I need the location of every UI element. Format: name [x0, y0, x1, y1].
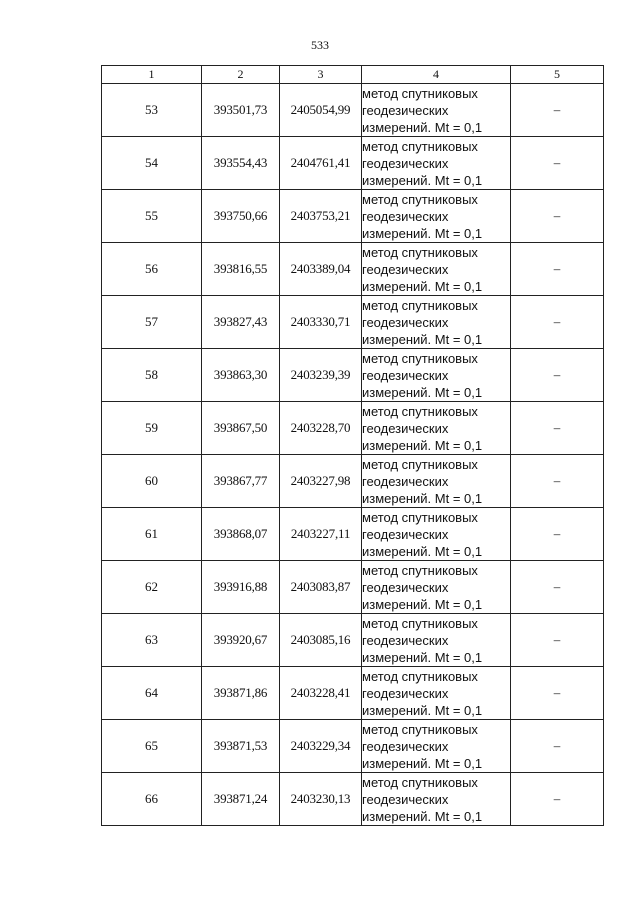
point-number-cell: 63	[102, 614, 202, 667]
table-row	[102, 720, 604, 773]
table-header	[102, 66, 604, 84]
y-coordinate-cell: 2403228,70	[280, 402, 362, 455]
point-number-cell: 56	[102, 243, 202, 296]
table-body	[102, 84, 604, 826]
method-line: геодезических	[362, 791, 449, 807]
y-coordinate-cell: 2403083,87	[280, 561, 362, 614]
y-coordinate-cell: 2403229,34	[280, 720, 362, 773]
note-cell: –	[511, 84, 604, 137]
x-coordinate-cell: 393867,50	[202, 402, 280, 455]
method-cell	[362, 508, 511, 561]
method-line: измерений. Mt = 0,1	[362, 278, 483, 294]
method-line: метод спутниковых	[362, 350, 478, 366]
header-row	[102, 66, 604, 84]
note-cell: –	[511, 402, 604, 455]
note-cell: –	[511, 720, 604, 773]
x-coordinate-cell: 393827,43	[202, 296, 280, 349]
method-line: измерений. Mt = 0,1	[362, 384, 483, 400]
method-line: измерений. Mt = 0,1	[362, 649, 483, 665]
y-coordinate-cell: 2403330,71	[280, 296, 362, 349]
method-line: геодезических	[362, 579, 449, 595]
y-coordinate-cell: 2404761,41	[280, 137, 362, 190]
method-line: метод спутниковых	[362, 721, 478, 737]
method-line: измерений. Mt = 0,1	[362, 755, 483, 771]
method-line: геодезических	[362, 102, 449, 118]
table-row	[102, 402, 604, 455]
table-row	[102, 455, 604, 508]
x-coordinate-cell: 393868,07	[202, 508, 280, 561]
table-row	[102, 667, 604, 720]
header-col-4: 4	[362, 66, 511, 84]
point-number-cell: 65	[102, 720, 202, 773]
point-number-cell: 53	[102, 84, 202, 137]
method-line: измерений. Mt = 0,1	[362, 490, 483, 506]
note-cell: –	[511, 137, 604, 190]
point-number-cell: 66	[102, 773, 202, 826]
method-line: геодезических	[362, 367, 449, 383]
point-number-cell: 55	[102, 190, 202, 243]
table-row	[102, 561, 604, 614]
method-line: метод спутниковых	[362, 85, 478, 101]
note-cell: –	[511, 190, 604, 243]
method-line: геодезических	[362, 155, 449, 171]
point-number-cell: 60	[102, 455, 202, 508]
method-cell	[362, 243, 511, 296]
x-coordinate-cell: 393871,86	[202, 667, 280, 720]
point-number-cell: 59	[102, 402, 202, 455]
method-cell	[362, 773, 511, 826]
method-line: метод спутниковых	[362, 562, 478, 578]
note-cell: –	[511, 508, 604, 561]
point-number-cell: 62	[102, 561, 202, 614]
method-line: метод спутниковых	[362, 244, 478, 260]
x-coordinate-cell: 393871,24	[202, 773, 280, 826]
x-coordinate-cell: 393920,67	[202, 614, 280, 667]
note-cell: –	[511, 561, 604, 614]
method-line: геодезических	[362, 314, 449, 330]
table-row	[102, 137, 604, 190]
method-line: метод спутниковых	[362, 191, 478, 207]
table-row	[102, 614, 604, 667]
point-number-cell: 58	[102, 349, 202, 402]
note-cell: –	[511, 614, 604, 667]
page-number: 533	[311, 38, 329, 52]
table-row	[102, 243, 604, 296]
y-coordinate-cell: 2403085,16	[280, 614, 362, 667]
header-col-2: 2	[202, 66, 280, 84]
method-cell	[362, 296, 511, 349]
method-line: геодезических	[362, 208, 449, 224]
note-cell: –	[511, 455, 604, 508]
method-line: измерений. Mt = 0,1	[362, 596, 483, 612]
coordinates-table	[101, 65, 604, 826]
point-number-cell: 54	[102, 137, 202, 190]
method-line: измерений. Mt = 0,1	[362, 225, 483, 241]
note-cell: –	[511, 667, 604, 720]
method-cell	[362, 190, 511, 243]
y-coordinate-cell: 2403227,11	[280, 508, 362, 561]
method-line: измерений. Mt = 0,1	[362, 808, 483, 824]
y-coordinate-cell: 2403239,39	[280, 349, 362, 402]
x-coordinate-cell: 393863,30	[202, 349, 280, 402]
table-row	[102, 190, 604, 243]
method-cell	[362, 561, 511, 614]
method-cell	[362, 614, 511, 667]
y-coordinate-cell: 2403230,13	[280, 773, 362, 826]
method-line: измерений. Mt = 0,1	[362, 437, 483, 453]
method-line: метод спутниковых	[362, 615, 478, 631]
method-line: измерений. Mt = 0,1	[362, 543, 483, 559]
method-cell	[362, 137, 511, 190]
method-line: метод спутниковых	[362, 668, 478, 684]
y-coordinate-cell: 2403227,98	[280, 455, 362, 508]
x-coordinate-cell: 393916,88	[202, 561, 280, 614]
method-cell	[362, 455, 511, 508]
table-row	[102, 296, 604, 349]
method-cell	[362, 667, 511, 720]
table-row	[102, 84, 604, 137]
y-coordinate-cell: 2405054,99	[280, 84, 362, 137]
note-cell: –	[511, 349, 604, 402]
method-line: геодезических	[362, 632, 449, 648]
header-col-1: 1	[102, 66, 202, 84]
x-coordinate-cell: 393816,55	[202, 243, 280, 296]
method-cell	[362, 349, 511, 402]
method-line: измерений. Mt = 0,1	[362, 331, 483, 347]
method-cell	[362, 720, 511, 773]
method-line: геодезических	[362, 526, 449, 542]
method-line: метод спутниковых	[362, 774, 478, 790]
x-coordinate-cell: 393871,53	[202, 720, 280, 773]
method-line: геодезических	[362, 420, 449, 436]
point-number-cell: 61	[102, 508, 202, 561]
method-line: метод спутниковых	[362, 138, 478, 154]
method-line: измерений. Mt = 0,1	[362, 119, 483, 135]
method-line: метод спутниковых	[362, 403, 478, 419]
method-line: геодезических	[362, 261, 449, 277]
table-row	[102, 508, 604, 561]
method-line: измерений. Mt = 0,1	[362, 702, 483, 718]
table-row	[102, 349, 604, 402]
method-line: метод спутниковых	[362, 456, 478, 472]
method-cell	[362, 402, 511, 455]
x-coordinate-cell: 393867,77	[202, 455, 280, 508]
note-cell: –	[511, 296, 604, 349]
header-col-5: 5	[511, 66, 604, 84]
point-number-cell: 64	[102, 667, 202, 720]
method-line: геодезических	[362, 738, 449, 754]
method-line: метод спутниковых	[362, 297, 478, 313]
method-line: измерений. Mt = 0,1	[362, 172, 483, 188]
point-number-cell: 57	[102, 296, 202, 349]
table-row	[102, 773, 604, 826]
header-col-3: 3	[280, 66, 362, 84]
x-coordinate-cell: 393750,66	[202, 190, 280, 243]
note-cell: –	[511, 243, 604, 296]
y-coordinate-cell: 2403228,41	[280, 667, 362, 720]
method-line: геодезических	[362, 685, 449, 701]
method-line: геодезических	[362, 473, 449, 489]
method-line: метод спутниковых	[362, 509, 478, 525]
y-coordinate-cell: 2403389,04	[280, 243, 362, 296]
x-coordinate-cell: 393554,43	[202, 137, 280, 190]
method-cell	[362, 84, 511, 137]
x-coordinate-cell: 393501,73	[202, 84, 280, 137]
note-cell: –	[511, 773, 604, 826]
y-coordinate-cell: 2403753,21	[280, 190, 362, 243]
